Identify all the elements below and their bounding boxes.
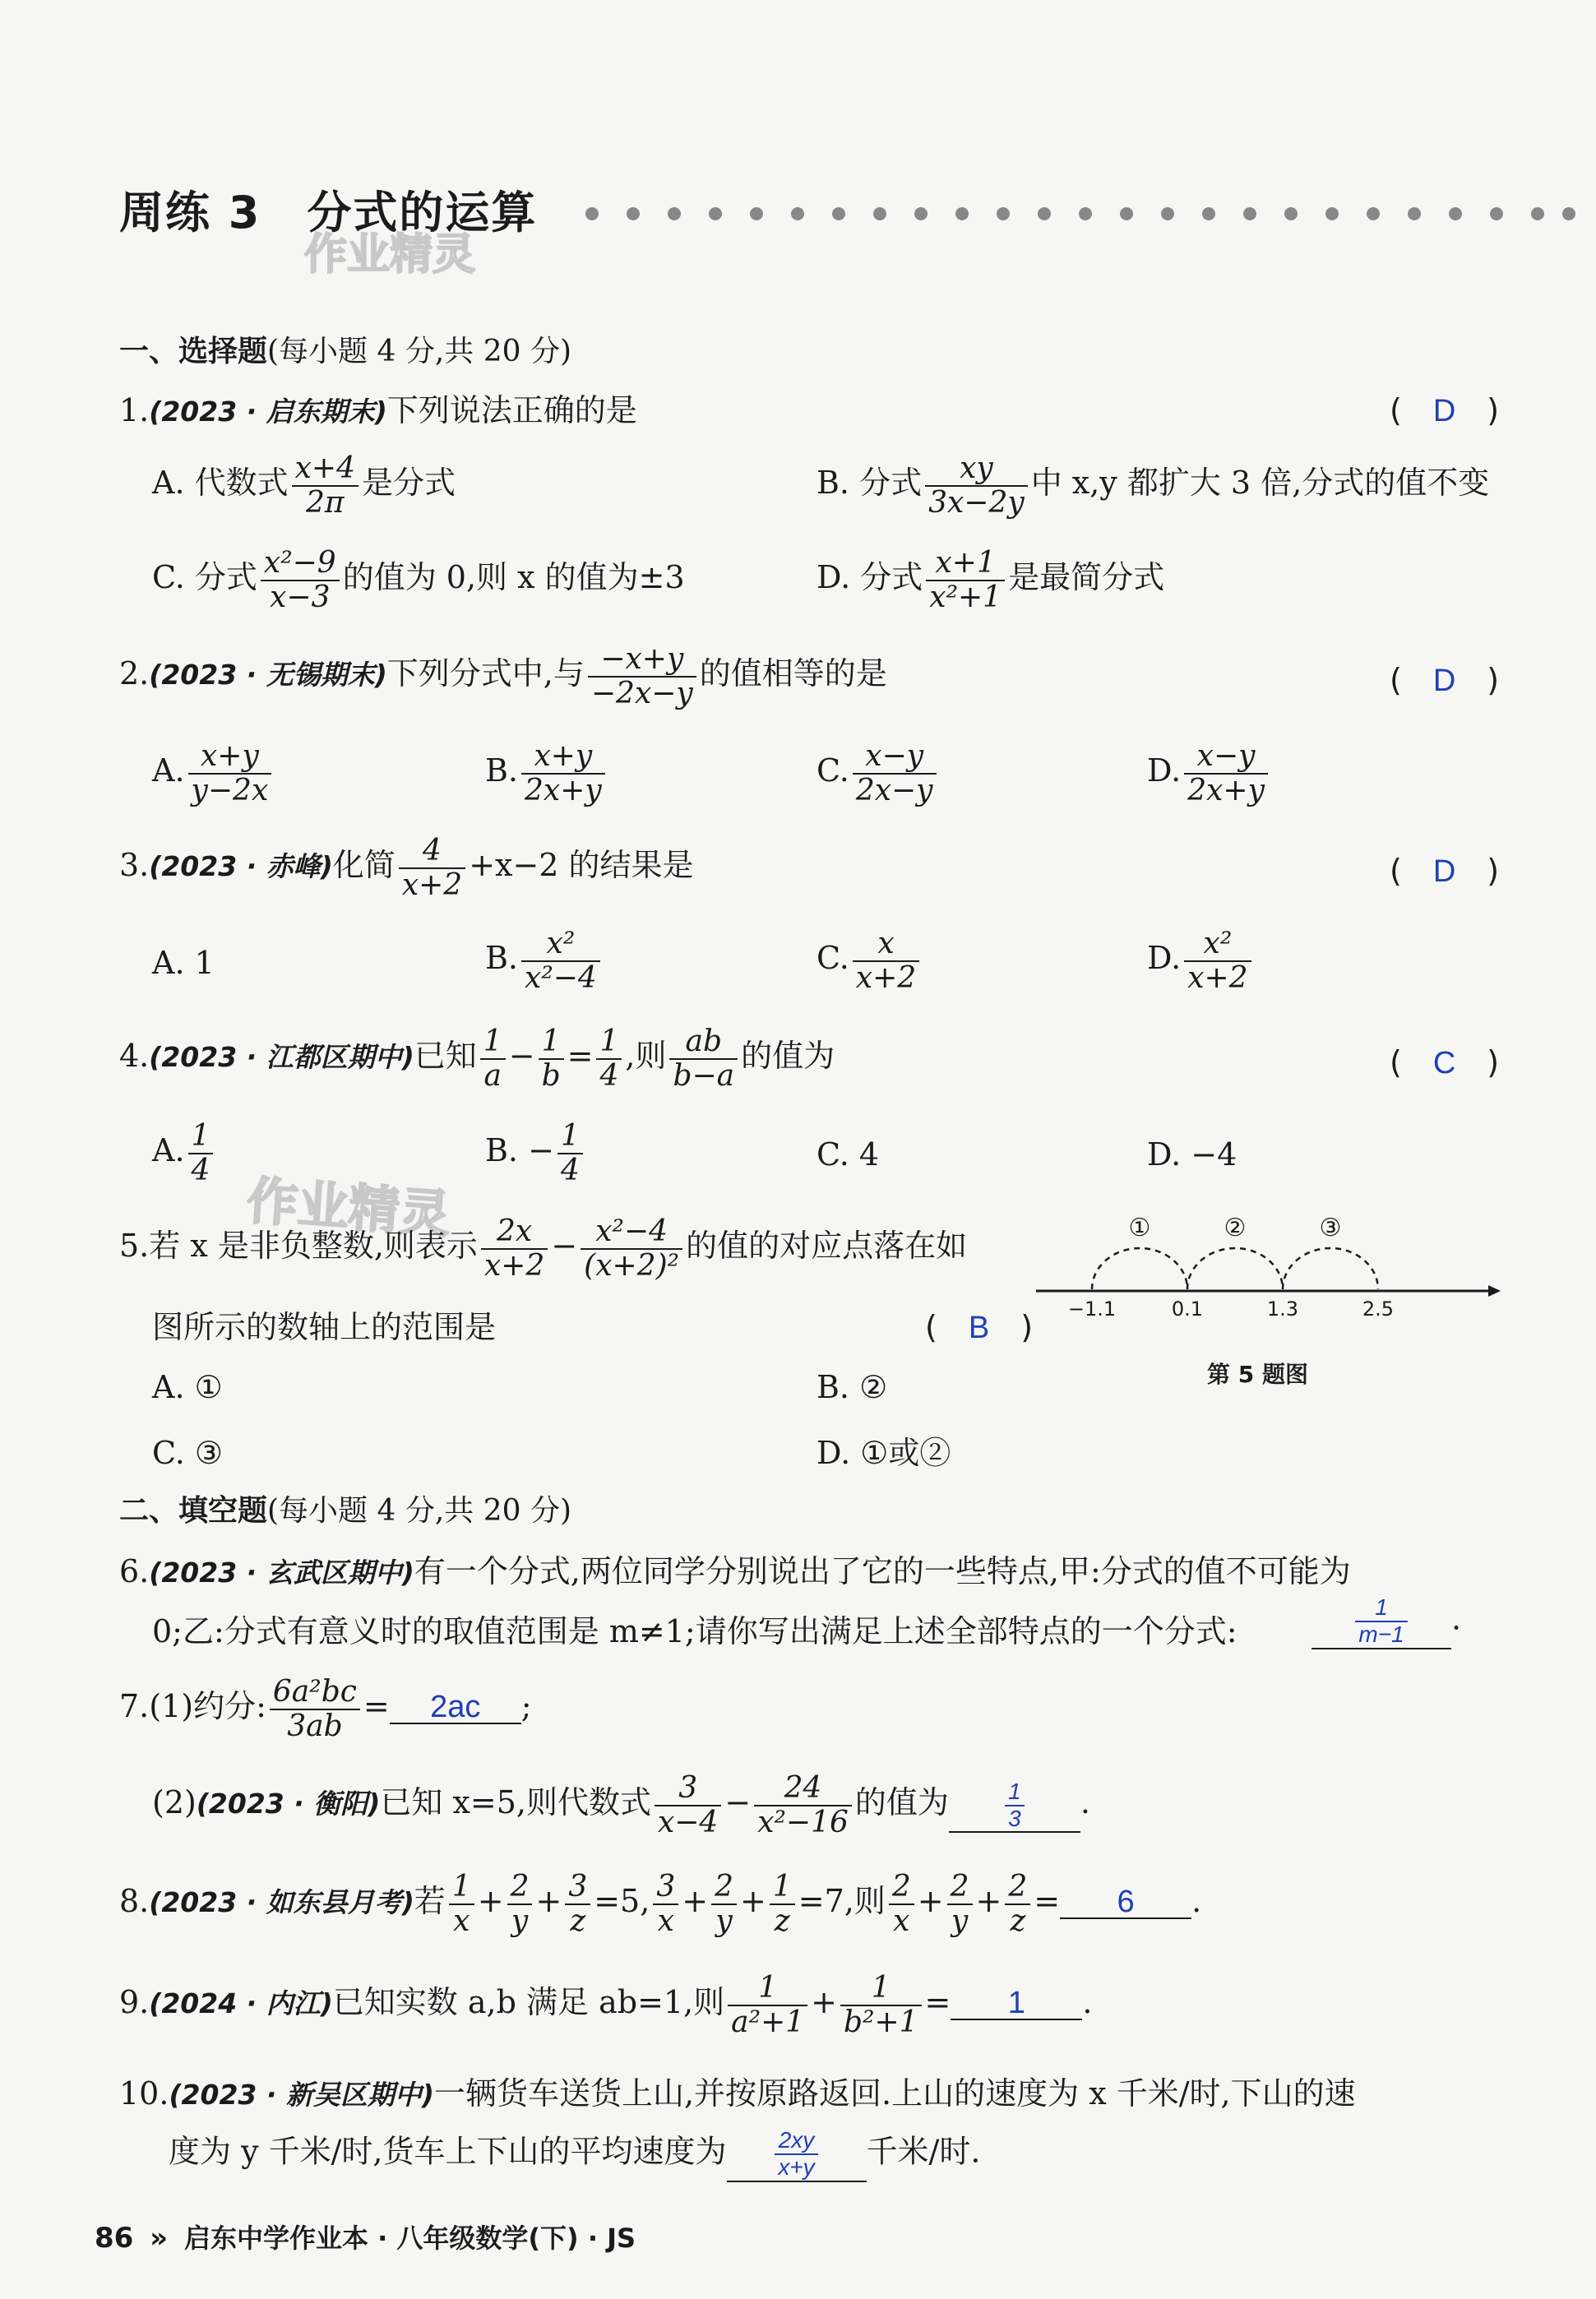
question-10-line-1: 10.(2023 · 新吴区期中)一辆货车送货上山,并按原路返回.上山的速度为 x 千米/时,下山的速 [119, 2075, 1356, 2112]
book-title: 启东中学作业本 · 八年级数学(下) · JS [183, 2223, 636, 2254]
question-2-option-a: A. $\frac{x+y}{y-2x}$ [152, 740, 275, 807]
watermark-1: 作业精灵 [304, 230, 476, 280]
question-1-answer-box: ( D ) [1390, 392, 1500, 428]
question-5-option-b: B. ② [817, 1369, 888, 1405]
question-9-stem: 9.(2024 · 内江)已知实数 a,b 满足 ab=1,则 $\frac{1}{\text{a²+1}}$ + $\frac{1}{\text{b²+1}}$ = 1 . [119, 1971, 1093, 2039]
question-4-option-b: B. − $\frac{1}{4}$ [485, 1120, 586, 1187]
number-line-arrow [1488, 1285, 1501, 1297]
question-1-option-b: B. 分式 $\frac{xy}{3x-2y}$ 中 x,y 都扩大 3 倍,分式的值不变 [817, 451, 1490, 520]
tick-label-1: −1.1 [1067, 1298, 1117, 1321]
question-1-stem: 1.(2023 · 启东期末)下列说法正确的是 [119, 392, 637, 428]
question-7-answer-1: 2ac [390, 1691, 521, 1724]
watermark-2: 作业精灵 [244, 1170, 453, 1245]
footer [95, 2222, 636, 2255]
arc-1 [1092, 1248, 1187, 1289]
arc-label-2: ② [1224, 1214, 1247, 1242]
question-5-stem: 5.若 x 是非负整数,则表示 $\frac{2x}{x+2}$ − $\frac{\text{x²−4}}{\text{(x+2)²}}$ 的值的对应点落在如 [119, 1214, 968, 1283]
question-8-answer: 6 [1060, 1886, 1191, 1919]
question-1-option-d: D. 分式 $\frac{x+1}{\text{x²+1}}$ 是最简分式 [817, 546, 1165, 614]
question-8-stem: 8.(2023 · 如东县月考)若 $\frac{1}{x}$ + $\frac{2}{y}$ + $\frac{3}{z}$ =5, $\frac{3}{x}$ + $\frac{2}{y}$ + $\frac{1}{z}$ =7,则 $\frac{2}{x}$ + $\frac{2}{y}$ + $\frac{2}{z}$ = 6 . [119, 1870, 1202, 1938]
question-2-stem: 2.(2023 · 无锡期末)下列分式中,与 $\frac{-x+y}{-2x-y}$ 的值相等的是 [119, 642, 887, 710]
question-4-stem: 4.(2023 · 江都区期中)已知 $\frac{1}{a}$ − $\frac{1}{b}$ = $\frac{1}{4}$ ,则 $\frac{ab}{b-a}$ 的值为 [119, 1025, 835, 1093]
arc-label-3: ③ [1319, 1214, 1342, 1242]
arc-label-1: ① [1128, 1214, 1151, 1242]
question-7-part-2: (2)(2023 · 衡阳)已知 x=5,则代数式 $\frac{3}{x-4}$ − $\frac{24}{\text{x²−16}}$ 的值为 $\frac{1}{3}$ . [152, 1771, 1091, 1839]
figure-caption: 第 5 题图 [1207, 1361, 1308, 1388]
double-chevron-icon: » [150, 2222, 169, 2255]
question-2-answer: D [1432, 664, 1456, 698]
question-3-option-a: A. 1 [152, 945, 215, 981]
question-4-option-d: D. −4 [1147, 1136, 1237, 1173]
arc-2 [1187, 1248, 1283, 1289]
question-3-stem: 3.(2023 · 赤峰)化简 $\frac{4}{x+2}$ +x−2 的结果是 [119, 834, 694, 902]
question-1-answer: D [1432, 394, 1456, 428]
question-5-stem-cont: 图所示的数轴上的范围是 [152, 1309, 497, 1345]
question-2-option-b: B. $\frac{x+y}{2x+y}$ [485, 740, 608, 807]
question-6-answer-blank: $\frac{1}{m-1}$ . [1311, 1595, 1461, 1649]
question-4-answer: C [1432, 1046, 1456, 1080]
question-5-option-a: A. ① [152, 1369, 223, 1405]
question-6-line-1: 6.(2023 · 玄武区期中)有一个分式,两位同学分别说出了它的一些特点,甲:分式的值不可能为 [119, 1553, 1351, 1589]
question-2-answer-box: ( D ) [1390, 662, 1500, 698]
section-heading-fill: 二、填空题(每小题 4 分,共 20 分) [119, 1494, 572, 1528]
question-5-answer: B [968, 1311, 990, 1345]
question-10-line-2: 度为 y 千米/时,货车上下山的平均速度为 $\frac{2xy}{x+y}$ 千米/时. [169, 2128, 980, 2182]
question-7-part-1: 7.(1)约分: $\frac{\text{6a²bc}}{3ab}$ = 2ac ; [119, 1675, 532, 1743]
question-5-option-c: C. ③ [152, 1435, 223, 1471]
page-number: 86 [95, 2222, 134, 2255]
question-1-option-a: A. 代数式 $\frac{x+4}{2\pi}$ 是分式 [152, 451, 456, 520]
question-4-answer-box: ( C ) [1390, 1044, 1500, 1080]
question-4-option-c: C. 4 [817, 1136, 880, 1173]
question-5-option-d: D. ①或② [817, 1435, 951, 1471]
question-1-option-c: C. 分式 $\frac{\text{x²−9}}{x-3}$ 的值为 0,则 x 的值为±3 [152, 546, 685, 614]
tick-label-2: 0.1 [1171, 1298, 1204, 1321]
question-3-answer-box: ( D ) [1390, 853, 1500, 889]
tick-label-4: 2.5 [1362, 1298, 1395, 1321]
question-3-option-b: B. $\frac{\text{x²}}{\text{x²−4}}$ [485, 927, 604, 994]
question-4-option-a: A. $\frac{1}{4}$ [152, 1120, 216, 1187]
arc-3 [1283, 1248, 1378, 1289]
question-5-answer-box: ( B ) [925, 1309, 1034, 1345]
question-3-option-d: D. $\frac{\text{x²}}{x+2}$ [1147, 927, 1255, 994]
question-2-option-d: D. $\frac{x-y}{2x+y}$ [1147, 740, 1271, 807]
section-heading-choice: 一、选择题(每小题 4 分,共 20 分) [119, 335, 572, 368]
question-3-answer: D [1432, 854, 1456, 889]
question-6-line-2: 0;乙:分式有意义时的取值范围是 m≠1;请你写出满足上述全部特点的一个分式: [152, 1613, 1237, 1649]
question-3-option-c: C. $\frac{x}{x+2}$ [817, 927, 923, 994]
question-2-option-c: C. $\frac{x-y}{2x-y}$ [817, 740, 940, 807]
number-line-figure [1028, 1200, 1505, 1332]
tick-label-3: 1.3 [1266, 1298, 1299, 1321]
question-9-answer: 1 [951, 1987, 1082, 2020]
page-title: 周练 3 分式的运算 [119, 187, 538, 238]
